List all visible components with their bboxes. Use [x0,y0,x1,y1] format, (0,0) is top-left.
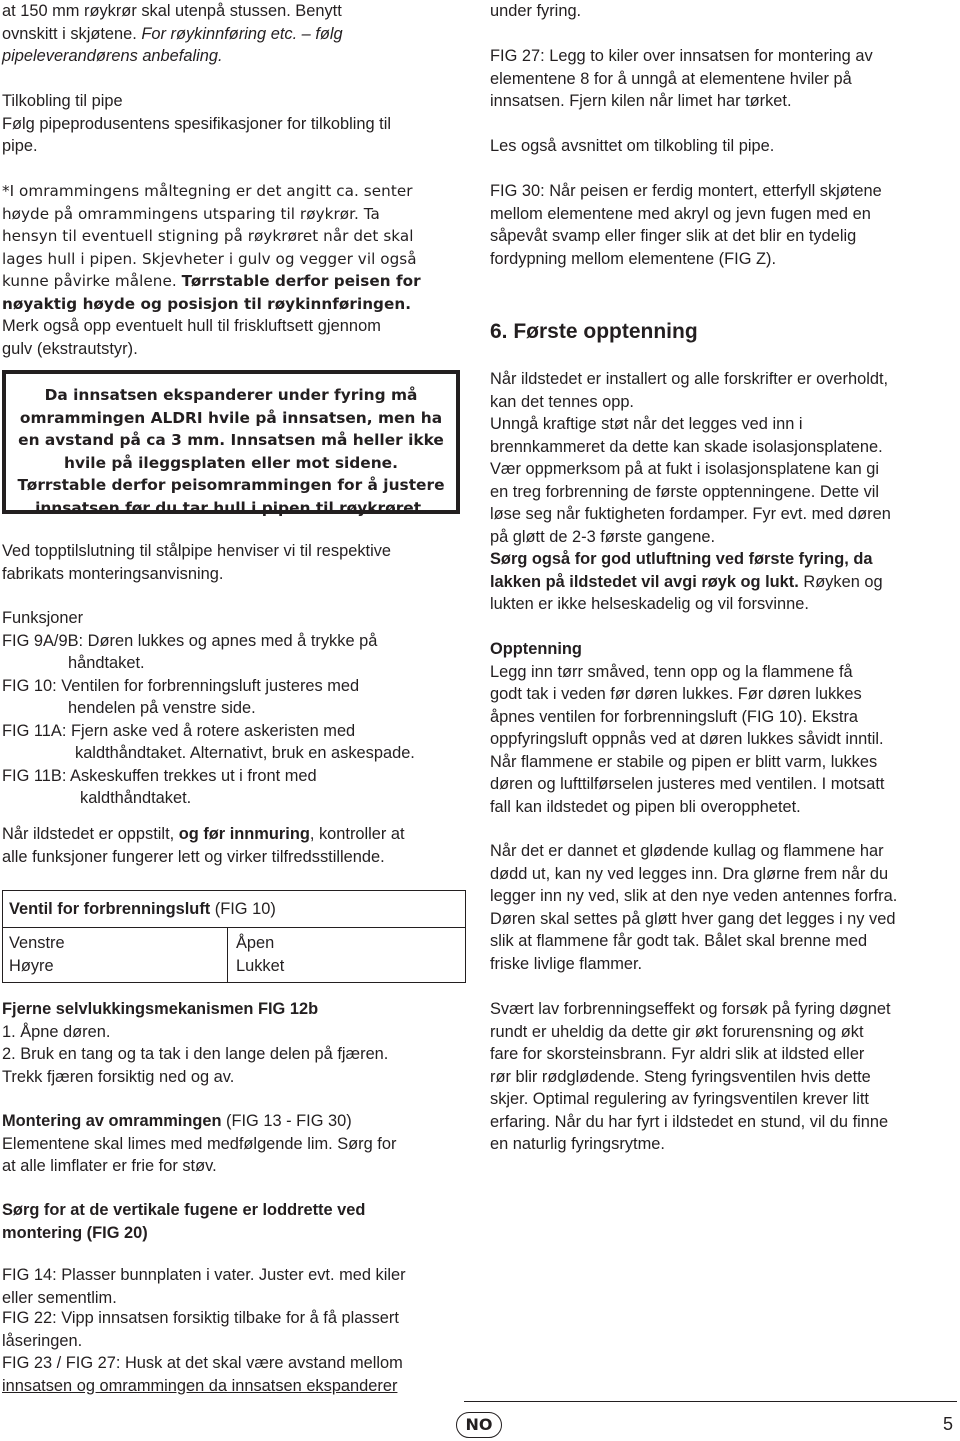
note-paragraph [2,180,467,360]
fig11b-cont: kaldthåndtaket. [80,789,192,807]
lighting-heading: Opptenning [490,640,582,658]
functions-heading: Funksjoner [2,609,84,627]
fig10-cont: hendelen på venstre side. [68,699,256,717]
fig23-line2: innsatsen og omrammingen da innsatsen ekspanderer [2,1376,398,1395]
warning-text: Da innsatsen ekspanderer under fyring må omrammingen ALDRI hvile på innsatsen, men ha en avstand på ca 3 mm. Innsatsen må heller ikke hvile på ileggsplaten eller mot sidene. Tørrstable derfor peisomrammingen for å justere innsatsen før du tar hull i pipen til røykrøret. [17,386,445,517]
first-lighting-text [490,368,891,616]
intro-line-2-italic: For røykinnføring etc. – følg [141,24,343,43]
fig11a-text: Fjern aske ved å rotere askeristen med [70,721,356,740]
footer-rule [464,1401,957,1402]
table-title-plain: (FIG 10) [210,900,276,918]
fig30-text: FIG 30: Når peisen er ferdig montert, etterfyll skjøtene mellom elementene med akryl og jevn fugen med en såpevåt svamp eller finger slik at det blir en tydelig fordypning mellom elementene (FIG Z). [490,182,882,268]
fig9-item [2,630,377,653]
table-header [3,891,465,928]
see-also-text: Les også avsnittet om tilkobling til pipe. [490,137,775,155]
steel-pipe-text: Ved topptilslutning til stålpipe henviser vi til respektive fabrikats monteringsanvisning. [2,542,392,583]
language-badge: NO [456,1412,502,1438]
first-tail: Røyken og lukten er ikke helseskadelig og vil forsvinne. [490,572,883,613]
fig11a-item [2,720,355,743]
table-title [9,900,276,919]
fig10-label: FIG 10: [2,676,62,695]
intro-line-2: ovnskitt i skjøtene. [2,24,142,43]
frame-text: Elementene skal limes med medfølgende lim. Sørg for at alle limflater er frie for støv. [2,1134,397,1175]
embers-text: Når det er dannet et glødende kullag og flammene har dødd ut, kan ny ved legges inn. Dra glørne frem når du legger inn ny ved, slik at den nye veden antennes forfra. Døren skal settes på gløtt hver gang det legges i ny ved slik at flammene får godt tak. Bålet skal brenne med friske livlige flammer. [490,842,898,973]
warning-box [2,370,460,517]
fig11a-label: FIG 11A: [2,721,71,740]
pipe-heading: Tilkobling til pipe [2,92,123,110]
fig10-item [2,675,359,698]
intro-text [2,0,343,68]
table-col-state: Åpen Lukket [236,934,285,975]
air-valve-table [2,890,466,983]
section-title: 6. Første opptenning [490,320,698,343]
fig23-line1: FIG 23 / FIG 27: Husk at det skal være avstand mellom [2,1354,403,1372]
first-plain: Når ildstedet er installert og alle forskrifter er overholdt, kan det tennes opp. Unngå kraftige støt når det legges ved inn i brennkammeret da dette kan skade isolasjonsplatene. Vær oppmerksom på at fukt i isolasjonsplatene kan gi en treg forbrenning de første opptenningene. Dette vil løse seg når fuktigheten fordamper. Fyr evt. med døren på gløtt de 2-3 første gangene. [490,370,891,546]
first-bold: Sørg også for god utluftning ved første fyring, da lakken på ildstedet vil avgi røyk og lukt. [490,550,873,591]
fig22-text: FIG 22: Vipp innsatsen forsiktig tilbake for å få plassert låseringen. [2,1309,399,1350]
note-bold: Tørrstable derfor peisen for nøyaktig høyde og posisjon til røykinnføringen. [2,272,421,313]
fig11a-cont: kaldthåndtaket. Alternativt, bruk en askespade. [75,744,415,762]
fig14-text: FIG 14: Plasser bunnplaten i vater. Juster evt. med kiler eller sementlim. [2,1266,406,1307]
selfclose-heading: Fjerne selvlukkingsmekanismen FIG 12b [2,1000,319,1018]
table-divider [227,927,228,982]
fig9-text: Døren lukkes og apnes med å trykke på [87,631,378,650]
table-col-position: Venstre Høyre [9,934,65,975]
page-number: 5 [942,1414,953,1434]
frame-heading-bold: Montering av omrammingen [2,1112,222,1130]
check-text [2,823,405,868]
under-firing-text: under fyring. [490,2,582,20]
fig9-cont: håndtaket. [68,654,145,672]
check-b: , kontroller at alle funksjoner fungerer lett og virker tilfredsstillende. [2,825,405,866]
intro-line-1: at 150 mm røykrør skal utenpå stussen. Benytt [2,2,342,20]
lighting-text: Legg inn tørr småved, tenn opp og la flammene få godt tak i veden før døren lukkes. Før døren lukkes åpnes ventilen for forbrenningsluft (FIG 10). Ekstra oppfyringsluft oppnås ved at døren lukkes såvidt inntil. Når flammene er stabile og pipen er blitt varm, lukkes døren og lufttilførselen justeres med ventilen. I motsatt fall kan ildstedet og pipen bli overopphetet. [490,662,885,816]
check-a: Når ildstedet er oppstilt, [2,825,179,843]
intro-line-3-italic: pipeleverandørens anbefaling. [2,47,223,65]
table-title-bold: Ventil for forbrenningsluft [9,900,211,918]
low-burn-text: Svært lav forbrenningseffekt og forsøk på fyring døgnet rundt er uheldig da dette gir økt forurensning og økt fare for skorsteinsbrann. Fyr aldri slik at ildsted eller rør blir rødglødende. Steng fyringsventilen hvis dette skjer. Optimal regulering av fyringsventilen krever litt erfaring. Når du har fyrt i ildstedet en stund, vil du finne en naturlig fyringsrytme. [490,1000,891,1153]
fig11b-text: Askeskuffen trekkes ut i front med [70,766,317,785]
joints-note: Sørg for at de vertikale fugene er loddrette ved montering (FIG 20) [2,1201,366,1242]
pipe-text: Følg pipeprodusentens spesifikasjoner for tilkobling til pipe. [2,114,392,155]
fig9-label: FIG 9A/9B: [2,631,88,650]
fig27-text: FIG 27: Legg to kiler over innsatsen for montering av elementene 8 for å unngå at elementene hviler på innsatsen. Fjern kilen når limet har tørket. [490,47,873,110]
fig10-text: Ventilen for forbrenningsluft justeres med [61,676,360,695]
check-bold: og før innmuring [178,825,310,843]
note-tail: Merk også opp eventuelt hull til friskluftsett gjennom gulv (ekstrautstyr). [2,317,381,358]
frame-heading-plain: (FIG 13 - FIG 30) [221,1112,352,1130]
note-plain: *I omrammingens måltegning er det angitt ca. senter høyde på omrammingens utsparing til røykrør. Ta hensyn til eventuell stigning på røykrøret når det skal lages hull i pipen. Skjevheter i gulv og vegger vil også kunne påvirke målene. [2,182,417,290]
frame-heading [2,1110,352,1133]
fig11b-label: FIG 11B: [2,766,71,785]
fig11b-item [2,765,317,788]
selfclose-text: 1. Åpne døren. 2. Bruk en tang og ta tak i den lange delen på fjæren. Trekk fjæren forsiktig ned og av. [2,1022,389,1086]
